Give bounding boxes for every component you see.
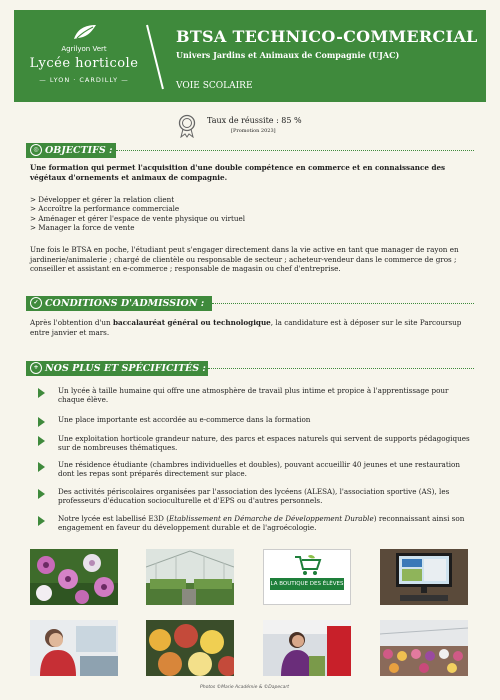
objectifs-outro: Une fois le BTSA en poche, l'étudiant peut s'engager directement dans la vie active en tant que manager de rayon en jardinerie/animalerie ; chargé de clientèle ou responsable de secteur ; acheteur-vendeur dans le commerce de gros ; conseiller et assistant en e-commerce ; responsable de magasin ou chef d'entreprise. — [30, 245, 459, 274]
photo-shop-clerk — [263, 620, 351, 676]
school-name: Lycée horticole — [29, 56, 139, 71]
list-item: > Aménager et gérer l'espace de vente physique ou virtuel — [30, 213, 246, 223]
success-promo: [Promotion 2023] — [231, 128, 276, 134]
arrow-icon — [38, 417, 45, 427]
arrow-icon — [38, 436, 45, 446]
page-title: BTSA TECHNICO-COMMERCIAL — [176, 27, 478, 46]
list-item: > Manager la force de vente — [30, 222, 135, 232]
photo-chrysanthemums — [146, 620, 234, 676]
section-heading-plus: + NOS PLUS ET SPÉCIFICITÉS : — [26, 361, 208, 376]
photo-computer — [380, 549, 468, 605]
section-heading-conditions: ✓ CONDITIONS D'ADMISSION : — [26, 296, 212, 311]
plus-icon: + — [30, 362, 42, 374]
arrow-icon — [38, 489, 45, 499]
target-icon: ◎ — [30, 144, 42, 156]
page-subtitle: Univers Jardins et Animaux de Compagnie (UJAC) — [176, 50, 400, 60]
track-label: VOIE SCOLAIRE — [176, 81, 253, 91]
section-divider — [212, 303, 474, 304]
section-divider — [116, 150, 474, 151]
arrow-icon — [38, 462, 45, 472]
brand-name: Agrilyon Vert — [61, 45, 107, 53]
section-heading-objectifs: ◎ OBJECTIFS : — [26, 143, 116, 158]
section-divider — [208, 368, 474, 369]
objectifs-intro: Une formation qui permet l'acquisition d'une double compétence en commerce et en connaissance des végétaux d'ornements et animaux de compagnie. — [30, 163, 446, 182]
check-icon: ✓ — [30, 297, 42, 309]
photo-greenhouse — [146, 549, 234, 605]
photo-credit: Photos ©Marie Académie & ©Dapecart — [200, 685, 289, 690]
conditions-text: Après l'obtention d'un baccalauréat général ou technologique, la candidature est à déposer sur le site Parcoursup entre janvier et mars. — [30, 318, 462, 337]
school-logo — [14, 10, 154, 102]
shopping-cart-icon — [294, 554, 322, 576]
boutique-logo — [263, 549, 351, 605]
list-item: > Développer et gérer la relation client — [30, 195, 175, 204]
photo-nursery — [380, 620, 468, 676]
list-item: > Accroître la performance commerciale — [30, 204, 180, 214]
header-banner — [14, 10, 486, 102]
arrow-icon — [38, 516, 45, 526]
photo-petunias — [30, 549, 118, 605]
success-rate-box — [175, 114, 335, 140]
boutique-label: LA BOUTIQUE DES ÉLÈVES — [270, 578, 344, 590]
school-city: — LYON · CARDILLY — — [39, 76, 129, 84]
leaf-logo-icon — [72, 23, 98, 41]
photo-phone-call — [30, 620, 118, 676]
medal-icon — [177, 114, 197, 138]
arrow-icon — [38, 388, 45, 398]
objectifs-list — [30, 195, 470, 232]
success-rate: Taux de réussite : 85 % — [207, 116, 302, 125]
